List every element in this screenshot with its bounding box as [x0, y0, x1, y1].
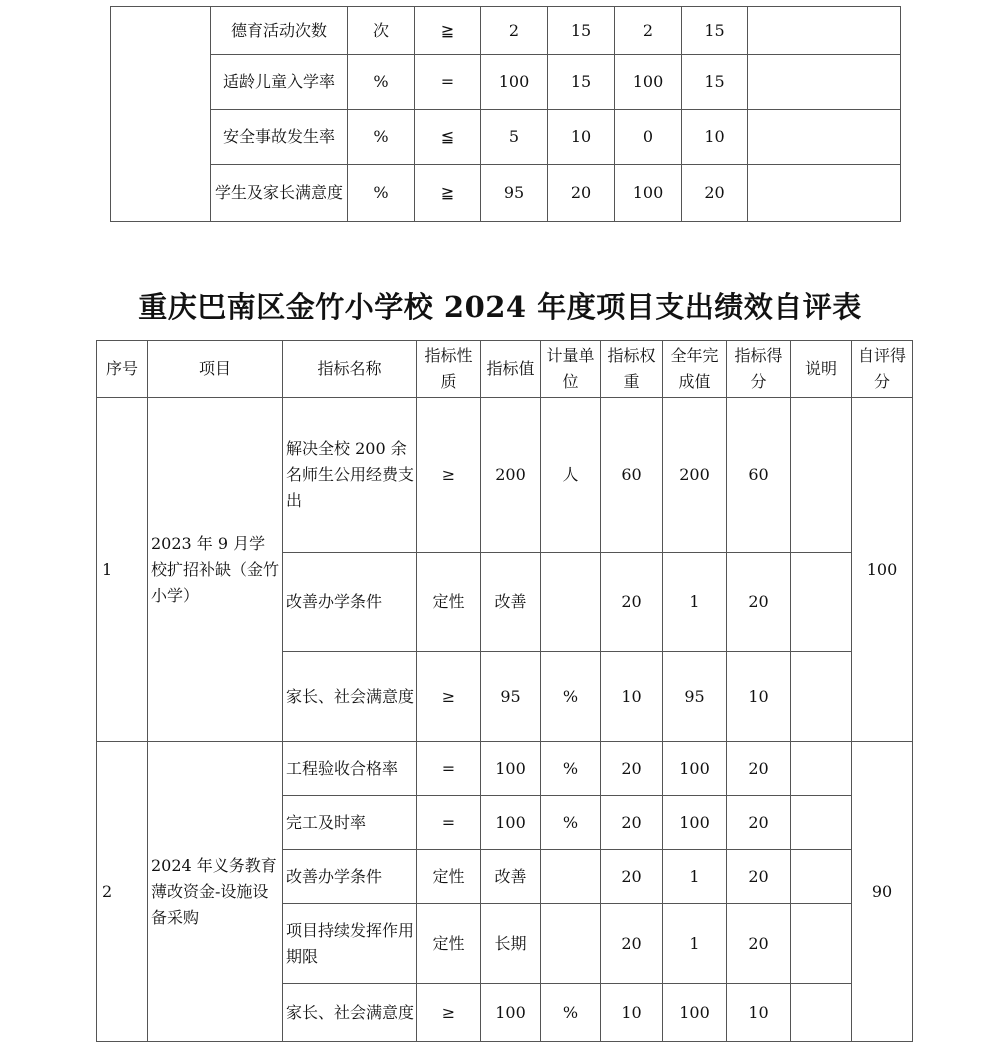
indicator-name-cell: 完工及时率: [283, 796, 417, 850]
header-seq: 序号: [97, 341, 148, 398]
note-cell: [748, 55, 901, 110]
header-project: 项目: [148, 341, 283, 398]
actual-cell: 200: [663, 398, 727, 553]
score-cell: 20: [727, 742, 791, 796]
weight-cell: 20: [601, 796, 663, 850]
nature-cell: =: [417, 742, 481, 796]
indicator-name-cell: 改善办学条件: [283, 850, 417, 904]
indicator-name-cell: 项目持续发挥作用期限: [283, 904, 417, 984]
weight-cell: 15: [548, 55, 615, 110]
value-cell: 长期: [481, 904, 541, 984]
weight-cell: 20: [601, 742, 663, 796]
nature-cell: =: [417, 796, 481, 850]
nature-cell: 定性: [417, 904, 481, 984]
actual-cell: 100: [663, 796, 727, 850]
weight-cell: 10: [548, 110, 615, 165]
score-cell: 15: [682, 7, 748, 55]
target-cell: 5: [481, 110, 548, 165]
actual-cell: 1: [663, 904, 727, 984]
weight-cell: 15: [548, 7, 615, 55]
nature-cell: 定性: [417, 553, 481, 652]
note-cell: [791, 553, 852, 652]
note-cell: [791, 652, 852, 742]
value-cell: 200: [481, 398, 541, 553]
weight-cell: 10: [601, 984, 663, 1042]
value-cell: 改善: [481, 553, 541, 652]
weight-cell: 20: [601, 904, 663, 984]
target-cell: 100: [481, 55, 548, 110]
score-cell: 15: [682, 55, 748, 110]
header-unit: 计量单位: [541, 341, 601, 398]
actual-cell: 100: [615, 55, 682, 110]
unit-cell: %: [348, 55, 415, 110]
indicator-name-cell: 学生及家长满意度: [211, 165, 348, 222]
indicator-name-cell: 家长、社会满意度: [283, 652, 417, 742]
actual-cell: 95: [663, 652, 727, 742]
operator-cell: ≧: [415, 7, 481, 55]
unit-cell: %: [348, 110, 415, 165]
target-cell: 2: [481, 7, 548, 55]
header-value: 指标值: [481, 341, 541, 398]
self-score-cell: 90: [852, 742, 913, 1042]
top-table-merged-cell: [111, 7, 211, 222]
self-evaluation-table: [96, 340, 913, 1042]
target-cell: 95: [481, 165, 548, 222]
table-row: [97, 742, 913, 796]
header-actual: 全年完成值: [663, 341, 727, 398]
nature-cell: ≥: [417, 984, 481, 1042]
indicator-name-cell: 解决全校 200 余名师生公用经费支出: [283, 398, 417, 553]
top-table-row: [111, 7, 901, 55]
score-cell: 20: [727, 553, 791, 652]
note-cell: [791, 904, 852, 984]
unit-cell: [541, 553, 601, 652]
project-seq-cell: 2: [97, 742, 148, 1042]
unit-cell: %: [541, 796, 601, 850]
top-table-row: [111, 55, 901, 110]
indicator-name-cell: 德育活动次数: [211, 7, 348, 55]
weight-cell: 60: [601, 398, 663, 553]
nature-cell: ≥: [417, 398, 481, 553]
score-cell: 10: [727, 652, 791, 742]
weight-cell: 20: [548, 165, 615, 222]
score-cell: 20: [727, 796, 791, 850]
score-cell: 20: [727, 850, 791, 904]
page-title: 重庆巴南区金竹小学校 2024 年度项目支出绩效自评表: [138, 290, 862, 324]
value-cell: 100: [481, 984, 541, 1042]
self-score-cell: 100: [852, 398, 913, 742]
unit-cell: 人: [541, 398, 601, 553]
actual-cell: 2: [615, 7, 682, 55]
indicator-name-cell: 安全事故发生率: [211, 110, 348, 165]
indicator-name-cell: 工程验收合格率: [283, 742, 417, 796]
actual-cell: 0: [615, 110, 682, 165]
weight-cell: 10: [601, 652, 663, 742]
header-weight: 指标权重: [601, 341, 663, 398]
actual-cell: 1: [663, 850, 727, 904]
header-score: 指标得分: [727, 341, 791, 398]
value-cell: 100: [481, 742, 541, 796]
note-cell: [748, 110, 901, 165]
score-cell: 20: [727, 904, 791, 984]
table-header-row: [97, 341, 913, 398]
unit-cell: %: [541, 652, 601, 742]
unit-cell: [541, 904, 601, 984]
indicator-name-cell: 适龄儿童入学率: [211, 55, 348, 110]
unit-cell: %: [541, 742, 601, 796]
note-cell: [791, 398, 852, 553]
actual-cell: 100: [663, 984, 727, 1042]
value-cell: 改善: [481, 850, 541, 904]
table-row: [97, 398, 913, 553]
top-table-row: [111, 165, 901, 222]
project-name-cell: 2024 年义务教育薄改资金-设施设备采购: [148, 742, 283, 1042]
nature-cell: ≥: [417, 652, 481, 742]
indicator-name-cell: 改善办学条件: [283, 553, 417, 652]
note-cell: [748, 7, 901, 55]
value-cell: 95: [481, 652, 541, 742]
project-seq-cell: 1: [97, 398, 148, 742]
operator-cell: =: [415, 55, 481, 110]
value-cell: 100: [481, 796, 541, 850]
score-cell: 60: [727, 398, 791, 553]
header-nature: 指标性质: [417, 341, 481, 398]
note-cell: [748, 165, 901, 222]
operator-cell: ≦: [415, 110, 481, 165]
indicator-name-cell: 家长、社会满意度: [283, 984, 417, 1042]
note-cell: [791, 850, 852, 904]
weight-cell: 20: [601, 850, 663, 904]
top-table-row: [111, 110, 901, 165]
project-name-cell: 2023 年 9 月学校扩招补缺（金竹小学）: [148, 398, 283, 742]
header-indicator: 指标名称: [283, 341, 417, 398]
score-cell: 10: [682, 110, 748, 165]
note-cell: [791, 984, 852, 1042]
unit-cell: %: [348, 165, 415, 222]
actual-cell: 1: [663, 553, 727, 652]
actual-cell: 100: [615, 165, 682, 222]
unit-cell: %: [541, 984, 601, 1042]
unit-cell: 次: [348, 7, 415, 55]
header-note: 说明: [791, 341, 852, 398]
score-cell: 10: [727, 984, 791, 1042]
actual-cell: 100: [663, 742, 727, 796]
weight-cell: 20: [601, 553, 663, 652]
operator-cell: ≧: [415, 165, 481, 222]
header-self-score: 自评得分: [852, 341, 913, 398]
note-cell: [791, 796, 852, 850]
top-indicator-table: [110, 6, 901, 222]
note-cell: [791, 742, 852, 796]
score-cell: 20: [682, 165, 748, 222]
nature-cell: 定性: [417, 850, 481, 904]
unit-cell: [541, 850, 601, 904]
